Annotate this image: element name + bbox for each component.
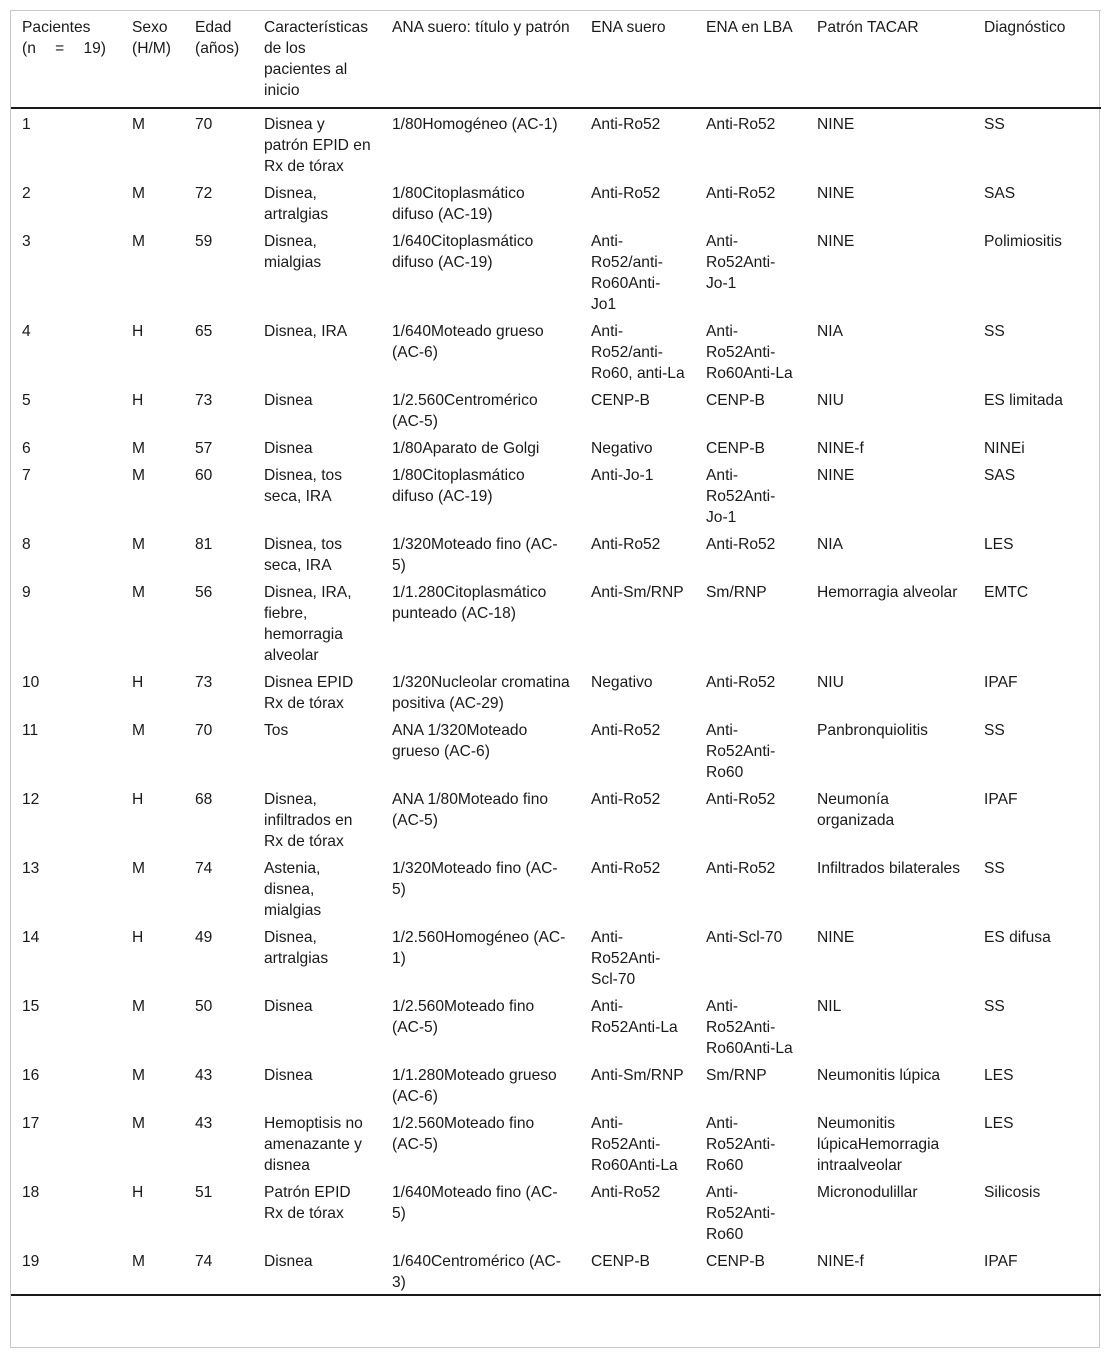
cell-caracteristicas: Disnea, tos seca, IRA (264, 467, 343, 505)
cell-edad: 43 (195, 1067, 213, 1084)
cell-edad: 60 (195, 467, 213, 484)
cell-ena-suero: Anti-Ro52Anti-Ro60Anti-La (591, 1115, 678, 1174)
cell-caracteristicas: Disnea, infiltrados en Rx de tórax (264, 791, 353, 850)
cell-paciente: 5 (22, 392, 31, 409)
cell-ena-lba: Anti-Ro52 (706, 116, 776, 133)
cell-ena-suero: Anti-Ro52 (591, 722, 661, 739)
cell-paciente: 3 (22, 233, 31, 250)
cell-caracteristicas: Disnea, IRA (264, 323, 348, 340)
cell-sexo: M (132, 116, 145, 133)
cell-caracteristicas: Disnea EPID Rx de tórax (264, 674, 354, 712)
cell-ana: 1/2.560Moteado fino (AC-5) (392, 1115, 535, 1153)
header-edad: Edad (años) (184, 11, 253, 109)
cell-tacar: Micronodulillar (817, 1184, 918, 1201)
cell-diagnostico: EMTC (984, 584, 1029, 601)
cell-paciente: 15 (22, 998, 40, 1015)
cell-diagnostico: LES (984, 1115, 1014, 1132)
cell-edad: 73 (195, 674, 213, 691)
cell-ena-lba: Anti-Ro52 (706, 536, 776, 553)
cell-caracteristicas: Hemoptisis no amenazante y disnea (264, 1115, 363, 1174)
cell-tacar: Hemorragia alveolar (817, 584, 958, 601)
cell-ana: 1/2.560Centromérico (AC-5) (392, 392, 538, 430)
cell-diagnostico: SS (984, 860, 1005, 877)
cell-edad: 72 (195, 185, 213, 202)
cell-caracteristicas: Disnea, mialgias (264, 233, 322, 271)
cell-ena-suero: Negativo (591, 674, 653, 691)
header-tacar: Patrón TACAR (806, 11, 973, 109)
cell-sexo: M (121, 1246, 184, 1295)
cell-ena-suero: Anti-Ro52Anti-La (591, 998, 678, 1036)
table-row (11, 853, 1101, 922)
cell-caracteristicas: Disnea, IRA, fiebre, hemorragia alveolar (264, 584, 352, 664)
cell-diagnostico: SAS (984, 467, 1016, 484)
table-row (11, 226, 1101, 316)
cell-caracteristicas: Astenia, disnea, mialgias (264, 860, 322, 919)
cell-caracteristicas: Disnea, tos seca, IRA (264, 536, 343, 574)
table-row (11, 1177, 1101, 1246)
cell-sexo: H (132, 323, 144, 340)
cell-paciente: 19 (11, 1246, 121, 1295)
cell-ena-suero: CENP-B (580, 1246, 695, 1295)
cell-ena-lba: Anti-Ro52 (706, 185, 776, 202)
table-row (11, 433, 1101, 460)
cell-ena-lba: Anti-Ro52Anti-Ro60 (706, 722, 776, 781)
cell-paciente: 14 (22, 929, 40, 946)
cell-ana: 1/320Moteado fino (AC-5) (392, 536, 558, 574)
cell-diagnostico: ES limitada (984, 392, 1063, 409)
cell-ena-suero: Negativo (591, 440, 653, 457)
cell-diagnostico: LES (984, 1067, 1014, 1084)
cell-ana: 1/80Homogéneo (AC-1) (392, 116, 558, 133)
cell-edad: 43 (195, 1115, 213, 1132)
cell-ena-lba: Anti-Scl-70 (706, 929, 783, 946)
cell-sexo: H (132, 1184, 144, 1201)
table-row (11, 529, 1101, 577)
cell-ena-lba: Anti-Ro52Anti-Jo-1 (706, 233, 776, 292)
cell-diagnostico: SS (984, 998, 1005, 1015)
header-sexo: Sexo (H/M) (121, 11, 184, 109)
cell-ana: ANA 1/320Moteado grueso (AC-6) (392, 722, 528, 760)
patients-table (11, 10, 1101, 1296)
cell-edad: 74 (195, 860, 213, 877)
cell-caracteristicas: Disnea, artralgias (264, 185, 329, 223)
cell-tacar: Panbronquiolitis (817, 722, 928, 739)
header-pacientes-label: Pacientes (22, 19, 91, 36)
cell-ena-suero: Anti-Ro52/anti-Ro60Anti-Jo1 (591, 233, 663, 313)
cell-ana: 1/80Citoplasmático difuso (AC-19) (392, 467, 525, 505)
cell-ena-suero: Anti-Ro52/anti-Ro60, anti-La (591, 323, 685, 382)
cell-paciente: 10 (22, 674, 40, 691)
cell-paciente: 6 (22, 440, 31, 457)
table-row (11, 385, 1101, 433)
cell-tacar: NINE (817, 233, 855, 250)
cell-ena-lba: CENP-B (695, 1246, 806, 1295)
table-container (10, 10, 1100, 1348)
cell-ena-lba: Anti-Ro52 (706, 791, 776, 808)
cell-ana: 1/320Moteado fino (AC-5) (392, 860, 558, 898)
table-row (11, 667, 1101, 715)
cell-diagnostico: SS (984, 722, 1005, 739)
cell-sexo: M (132, 722, 145, 739)
cell-sexo: M (132, 584, 145, 601)
cell-ena-lba: Sm/RNP (706, 1067, 767, 1084)
cell-sexo: H (132, 392, 144, 409)
cell-ena-lba: CENP-B (706, 392, 765, 409)
cell-tacar: NINE (817, 116, 855, 133)
cell-edad: 74 (184, 1246, 253, 1295)
cell-ana: 1/2.560Homogéneo (AC-1) (392, 929, 566, 967)
cell-sexo: H (132, 929, 144, 946)
table-row (11, 784, 1101, 853)
cell-ena-suero: Anti-Sm/RNP (591, 1067, 684, 1084)
cell-sexo: M (132, 536, 145, 553)
table-row (11, 316, 1101, 385)
cell-ena-lba: Anti-Ro52Anti-Ro60 (706, 1115, 776, 1174)
cell-diagnostico: SAS (984, 185, 1016, 202)
cell-ana: 1/640Citoplasmático difuso (AC-19) (392, 233, 534, 271)
header-pacientes (11, 11, 121, 109)
cell-sexo: M (132, 998, 145, 1015)
cell-caracteristicas: Disnea (264, 998, 313, 1015)
cell-ena-lba: Anti-Ro52Anti-Ro60 (706, 1184, 776, 1243)
cell-paciente: 17 (22, 1115, 40, 1132)
cell-ana: 1/640Centromérico (AC-3) (381, 1246, 580, 1295)
cell-tacar: NIA (817, 536, 843, 553)
cell-ena-suero: Anti-Ro52 (591, 860, 661, 877)
cell-tacar: NIL (817, 998, 842, 1015)
cell-ena-lba: Anti-Ro52Anti-Jo-1 (706, 467, 776, 526)
cell-edad: 59 (195, 233, 213, 250)
cell-edad: 56 (195, 584, 213, 601)
cell-tacar: NINE (817, 929, 855, 946)
cell-caracteristicas: Disnea, artralgias (264, 929, 329, 967)
cell-ena-suero: CENP-B (591, 392, 650, 409)
header-pacientes-n: (n (22, 40, 36, 57)
header-ena-suero: ENA suero (580, 11, 695, 109)
cell-diagnostico: Polimiositis (984, 233, 1062, 250)
cell-ena-lba: CENP-B (706, 440, 765, 457)
cell-edad: 57 (195, 440, 213, 457)
cell-caracteristicas: Disnea (264, 392, 313, 409)
header-caracteristicas: Características de los pacientes al inicio (253, 11, 381, 109)
cell-ena-lba: Anti-Ro52 (706, 674, 776, 691)
cell-edad: 51 (195, 1184, 213, 1201)
cell-ena-suero: Anti-Sm/RNP (591, 584, 684, 601)
cell-sexo: M (132, 860, 145, 877)
cell-tacar: NIU (817, 674, 844, 691)
cell-ena-lba: Anti-Ro52 (706, 860, 776, 877)
cell-ena-suero: Anti-Ro52 (591, 791, 661, 808)
cell-sexo: M (132, 1115, 145, 1132)
cell-tacar: NINE (817, 185, 855, 202)
cell-diagnostico: IPAF (973, 1246, 1101, 1295)
header-diagnostico: Diagnóstico (973, 11, 1101, 109)
cell-edad: 68 (195, 791, 213, 808)
cell-tacar: NINE (817, 467, 855, 484)
cell-paciente: 11 (22, 722, 39, 739)
cell-sexo: M (132, 440, 145, 457)
table-row (11, 922, 1101, 991)
cell-paciente: 18 (22, 1184, 40, 1201)
cell-tacar: Neumonía organizada (817, 791, 895, 829)
cell-ana: 1/640Moteado grueso (AC-6) (392, 323, 544, 361)
cell-caracteristicas: Disnea y patrón EPID en Rx de tórax (264, 116, 371, 175)
cell-paciente: 13 (22, 860, 40, 877)
table-row (11, 108, 1101, 178)
cell-ana: 1/80Citoplasmático difuso (AC-19) (392, 185, 525, 223)
cell-tacar: NINE-f (817, 440, 864, 457)
cell-ena-suero: Anti-Jo-1 (591, 467, 654, 484)
cell-paciente: 8 (22, 536, 31, 553)
cell-edad: 49 (195, 929, 213, 946)
table-row (11, 1108, 1101, 1177)
cell-ena-suero: Anti-Ro52 (591, 536, 661, 553)
cell-ana: 1/1.280Moteado grueso (AC-6) (392, 1067, 557, 1105)
cell-sexo: M (132, 1067, 145, 1084)
cell-caracteristicas: Disnea (264, 1067, 313, 1084)
cell-ana: ANA 1/80Moteado fino (AC-5) (392, 791, 549, 829)
cell-tacar: NIA (817, 323, 843, 340)
table-row (11, 991, 1101, 1060)
cell-paciente: 4 (22, 323, 31, 340)
cell-ena-suero: Anti-Ro52 (591, 116, 661, 133)
cell-ana: 1/80Aparato de Golgi (392, 440, 540, 457)
table-row (11, 577, 1101, 667)
cell-ena-lba: Anti-Ro52Anti-Ro60Anti-La (706, 323, 793, 382)
cell-sexo: M (132, 467, 145, 484)
cell-caracteristicas: Tos (264, 722, 289, 739)
cell-tacar: Neumonitis lúpica (817, 1067, 941, 1084)
cell-diagnostico: NINEi (984, 440, 1025, 457)
table-row (11, 460, 1101, 529)
cell-diagnostico: LES (984, 536, 1014, 553)
table-row (11, 1246, 1101, 1295)
cell-paciente: 1 (22, 116, 31, 133)
table-row (11, 178, 1101, 226)
cell-edad: 50 (195, 998, 213, 1015)
cell-sexo: M (132, 233, 145, 250)
cell-paciente: 2 (22, 185, 31, 202)
cell-caracteristicas: Disnea (253, 1246, 381, 1295)
cell-ana: 1/320Nucleolar cromatina positiva (AC-29) (392, 674, 570, 712)
cell-edad: 65 (195, 323, 213, 340)
cell-caracteristicas: Disnea (264, 440, 313, 457)
cell-tacar: Infiltrados bilaterales (817, 860, 961, 877)
cell-ena-suero: Anti-Ro52 (591, 185, 661, 202)
cell-diagnostico: ES difusa (984, 929, 1051, 946)
cell-ena-suero: Anti-Ro52 (591, 1184, 661, 1201)
cell-edad: 73 (195, 392, 213, 409)
cell-ena-lba: Sm/RNP (706, 584, 767, 601)
table-header-row (11, 11, 1101, 109)
header-ana: ANA suero: título y patrón (381, 11, 580, 109)
cell-ena-lba: Anti-Ro52Anti-Ro60Anti-La (706, 998, 793, 1057)
header-pacientes-count: 19) (83, 40, 106, 57)
cell-diagnostico: SS (984, 323, 1005, 340)
cell-ana: 1/1.280Citoplasmático punteado (AC-18) (392, 584, 547, 622)
cell-ana: 1/2.560Moteado fino (AC-5) (392, 998, 535, 1036)
cell-sexo: H (132, 791, 144, 808)
cell-paciente: 12 (22, 791, 40, 808)
cell-tacar: NINE-f (806, 1246, 973, 1295)
cell-edad: 70 (195, 116, 213, 133)
header-pacientes-eq: = (55, 40, 65, 57)
cell-tacar: Neumonitis lúpicaHemorragia intraalveolar (817, 1115, 940, 1174)
cell-sexo: M (132, 185, 145, 202)
cell-paciente: 9 (22, 584, 31, 601)
table-row (11, 715, 1101, 784)
cell-ana: 1/640Moteado fino (AC-5) (392, 1184, 558, 1222)
cell-paciente: 16 (22, 1067, 40, 1084)
cell-diagnostico: IPAF (984, 791, 1018, 808)
cell-diagnostico: IPAF (984, 674, 1018, 691)
cell-edad: 81 (195, 536, 213, 553)
cell-caracteristicas: Patrón EPID Rx de tórax (264, 1184, 351, 1222)
cell-diagnostico: Silicosis (984, 1184, 1041, 1201)
cell-tacar: NIU (817, 392, 844, 409)
table-row (11, 1060, 1101, 1108)
cell-ena-suero: Anti-Ro52Anti-Scl-70 (591, 929, 661, 988)
cell-paciente: 7 (22, 467, 31, 484)
cell-sexo: H (132, 674, 144, 691)
cell-diagnostico: SS (984, 116, 1005, 133)
header-ena-lba: ENA en LBA (695, 11, 806, 109)
cell-edad: 70 (195, 722, 213, 739)
